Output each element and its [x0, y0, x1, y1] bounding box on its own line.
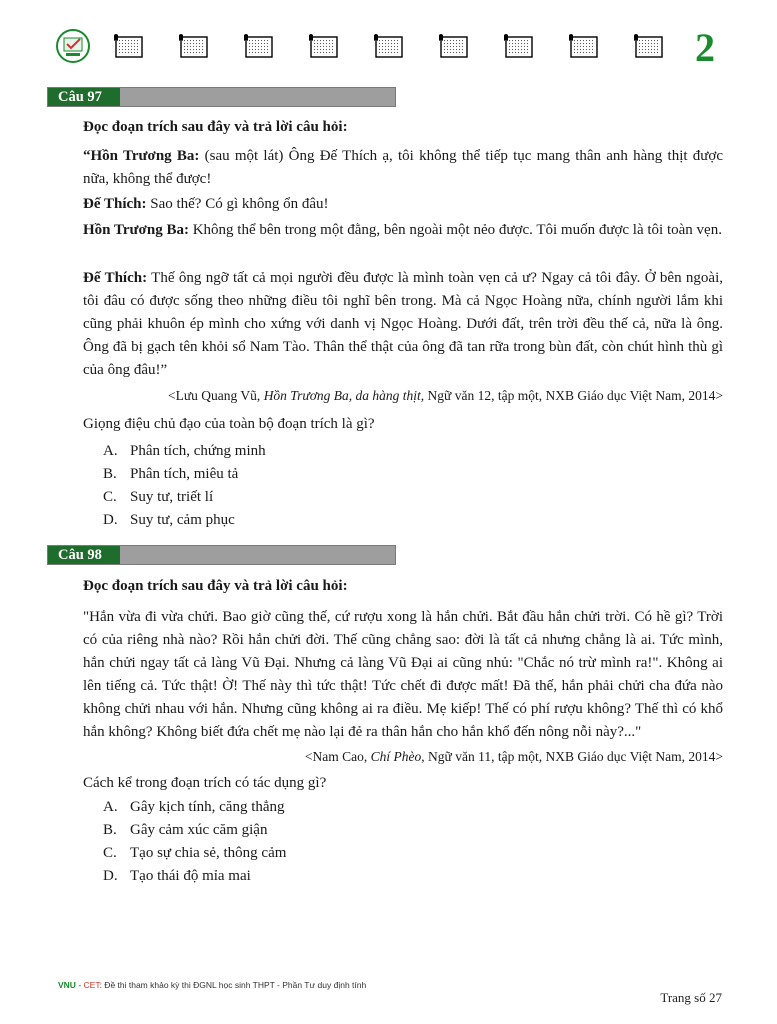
source-suffix: Ngữ văn 12, tập một, NXB Giáo dục Việt Nam, 2014> — [424, 388, 723, 403]
question-97-bar — [47, 87, 396, 107]
speaker: “Hồn Trương Ba: — [83, 148, 200, 164]
question-98-bar — [47, 545, 396, 565]
line-text: (sau một lát) Ông Đế Thích ạ, tôi không thể tiếp tục mang thân anh hàng thịt được nữa, không thể được! — [83, 148, 723, 187]
q97-option-b[interactable] — [103, 464, 238, 484]
option-text: Gây kịch tính, căng thẳng — [130, 799, 285, 815]
option-letter: D. — [103, 512, 118, 528]
q97-source — [83, 384, 723, 407]
q97-option-d[interactable] — [103, 510, 235, 530]
q97-line-4 — [83, 267, 723, 382]
note-icon — [242, 33, 274, 59]
option-letter: D. — [103, 868, 118, 884]
q97-line-3 — [83, 219, 723, 242]
q97-option-a[interactable] — [103, 441, 266, 461]
source-prefix: <Lưu Quang Vũ, — [168, 388, 264, 403]
source-title: Hồn Trương Ba, da hàng thịt, — [263, 388, 425, 403]
question-98-label: Câu 98 — [48, 546, 120, 564]
q97-option-c[interactable] — [103, 487, 213, 507]
option-text: Tạo sự chia sẻ, thông cảm — [130, 845, 287, 861]
footer-info — [58, 980, 366, 990]
line-text: Không thể bên trong một đằng, bên ngoài một nẻo được. Tôi muốn được là tôi toàn vẹn. — [188, 222, 722, 238]
q98-passage: "Hắn vừa đi vừa chửi. Bao giờ cũng thế, cứ rượu xong là hắn chửi. Bắt đầu hắn chửi trời. Có hề gì? Trời có của riêng nhà nào? Rồi hắn chửi đời. Thế cũng chẳng sao: đời là tất cả nhưng chẳng là ai. Tức mình, hắn chửi ngay tất cả làng Vũ Đại. Nhưng cả làng Vũ Đại ai cũng nhủ: "Chắc nó trừ mình ra!". Không ai lên tiếng cả. Tức thật! Ờ! Thế này thì tức thật! Tức chết đi được mất! Đã thế, hắn phải chửi cha đứa nào không chửi nhau với hắn. Nhưng cũng không ai ra điều. Mẹ kiếp! Thế có phí rượu không? Thế thì có khổ hắn không? Không biết đứa chết mẹ nào lại đẻ ra thân hắn cho hắn khổ đến nông nỗi này?..." — [83, 609, 723, 740]
option-text: Suy tư, cảm phục — [130, 512, 235, 528]
note-icon — [567, 33, 599, 59]
option-letter: B. — [103, 466, 117, 482]
logo-icon — [55, 28, 91, 64]
header-note-icons — [112, 33, 672, 63]
option-letter: A. — [103, 799, 118, 815]
note-icon — [632, 33, 664, 59]
speaker: Đế Thích: — [83, 196, 147, 212]
q97-question: Giọng điệu chủ đạo của toàn bộ đoạn trích là gì? — [83, 416, 375, 432]
option-letter: A. — [103, 443, 118, 459]
speaker: Hồn Trương Ba: — [83, 222, 189, 238]
question-97-label: Câu 97 — [48, 88, 120, 106]
q98-option-c[interactable] — [103, 843, 286, 863]
option-text: Gây cảm xúc căm giận — [130, 822, 268, 838]
footer-text: : Đề thi tham khảo kỳ thi ĐGNL học sinh THPT - Phần Tư duy định tính — [99, 980, 367, 990]
q98-instruction: Đọc đoạn trích sau đây và trả lời câu hỏi: — [83, 578, 348, 594]
option-letter: C. — [103, 845, 117, 861]
q97-instruction: Đọc đoạn trích sau đây và trả lời câu hỏi: — [83, 119, 348, 135]
option-text: Phân tích, miêu tả — [130, 466, 239, 482]
q98-option-a[interactable] — [103, 797, 285, 817]
q97-line-1 — [83, 145, 723, 191]
note-icon — [502, 33, 534, 59]
page-number: Trang số 27 — [660, 990, 722, 1005]
option-text: Phân tích, chứng minh — [130, 443, 266, 459]
option-letter: B. — [103, 822, 117, 838]
q98-source — [83, 745, 723, 768]
q98-option-d[interactable] — [103, 866, 251, 886]
note-icon — [307, 33, 339, 59]
option-text: Suy tư, triết lí — [130, 489, 214, 505]
speaker: Đế Thích: — [83, 270, 148, 286]
footer-cet: CET — [83, 980, 100, 990]
source-suffix: , Ngữ văn 11, tập một, NXB Giáo dục Việt Nam, 2014> — [421, 749, 723, 764]
section-number: 2 — [695, 25, 715, 70]
option-letter: C. — [103, 489, 117, 505]
line-text: Thế ông ngỡ tất cả mọi người đều được là mình toàn vẹn cả ư? Ngay cả tôi đây. Ở bên ngoài, tôi đâu có được sống theo những điều tôi nghĩ bên trong. Mà cả Ngọc Hoàng nữa, chính người lắm khi cũng phải khuôn ép mình cho xứng với danh vị Ngọc Hoàng. Dưới đất, trên trời đều thế cả, nữa là ông. Ông đã bị gạch tên khỏi sổ Nam Tào. Thân thể thật của ông đã tan rữa trong bùn đất, còn chút hình thù gì của ông đâu!” — [83, 270, 723, 378]
q98-question: Cách kể trong đoạn trích có tác dụng gì? — [83, 775, 327, 791]
line-text: Sao thế? Có gì không ổn đâu! — [146, 196, 329, 212]
q98-option-b[interactable] — [103, 820, 267, 840]
note-icon — [112, 33, 144, 59]
footer-vnu: VNU — [58, 980, 76, 990]
q97-line-2 — [83, 193, 723, 216]
note-icon — [437, 33, 469, 59]
option-text: Tạo thái độ mỉa mai — [130, 868, 251, 884]
source-prefix: <Nam Cao, — [304, 749, 371, 764]
note-icon — [177, 33, 209, 59]
source-title: Chí Phèo — [370, 749, 422, 764]
footer-sep: - — [75, 980, 84, 990]
note-icon — [372, 33, 404, 59]
